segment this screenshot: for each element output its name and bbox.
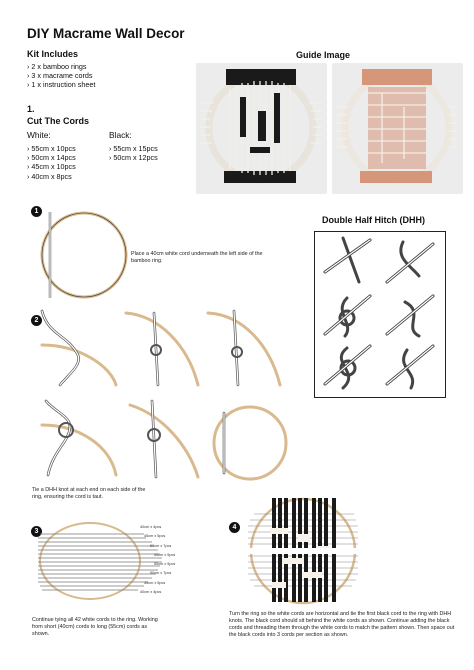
cut-heading: Cut The Cords <box>27 116 89 126</box>
guide-photo-pink <box>332 63 463 194</box>
white-item: › 50cm x 14pcs <box>27 153 76 163</box>
white-item: › 40cm x 8pcs <box>27 171 72 181</box>
step4-number: 4 <box>229 522 240 533</box>
kit-list <box>27 62 95 90</box>
guide-heading: Guide Image <box>296 50 351 60</box>
cord-label: 55cm x 5pcs <box>154 552 176 557</box>
page-title: DIY Macrame Wall Decor <box>27 26 185 41</box>
step1-text: Place a 40cm white cord underneath the left side of the bamboo ring. <box>131 251 263 264</box>
kit-item: › 1 x instruction sheet <box>27 80 96 90</box>
cut-step-number: 1. <box>27 104 35 114</box>
cord-label: 45cm x 5pcs <box>144 534 166 539</box>
guide-photo-black <box>196 63 327 194</box>
cord-label: 40cm x 4pcs <box>140 590 162 595</box>
white-list <box>27 144 76 181</box>
cord-label: 40cm x 4pcs <box>140 525 162 529</box>
cord-label: 55cm x 5pcs <box>154 562 176 567</box>
step1-illustration <box>36 208 136 302</box>
dhh-diagram <box>314 231 446 398</box>
step2-number: 2 <box>31 315 42 326</box>
white-item: › 55cm x 10pcs <box>27 144 76 153</box>
cord-label: 45cm x 5pcs <box>144 580 166 585</box>
step4-text: Turn the ring so the white cords are horizontal and tie the first black cord to the ring with DHH knots. The black cord should sit behind the white cords as shown. Continue adding the black cords and threading them through the white cords to match the pattern shown. Then space out the black cords into 3 cords per section as shown. <box>229 611 455 638</box>
step3-number: 3 <box>31 526 42 537</box>
kit-item: › 2 x bamboo rings <box>27 62 87 71</box>
kit-item: › 3 x macrame cords <box>27 71 93 81</box>
step2-text: Tie a DHH knot at each end on each side of the ring, ensuring the cord is taut. <box>32 487 146 500</box>
cord-label: 50cm x 7pcs <box>150 543 172 548</box>
black-label: Black: <box>109 130 132 140</box>
cord-label: 50cm x 7pcs <box>150 571 172 576</box>
step3-text: Continue tying all 42 white cords to the ring. Working from short (40cm) cords to long (55cm) cords as shown. <box>32 617 158 637</box>
step1-number: 1 <box>31 206 42 217</box>
black-list <box>109 144 158 162</box>
kit-heading: Kit Includes <box>27 49 79 59</box>
step3-cord-labels <box>138 523 175 597</box>
black-item: › 55cm x 15pcs <box>109 144 158 153</box>
dhh-heading: Double Half Hitch (DHH) <box>322 215 425 225</box>
step4-illustration <box>242 494 364 609</box>
white-label: White: <box>27 130 51 140</box>
black-item: › 50cm x 12pcs <box>109 153 158 163</box>
step2-illustration <box>38 305 288 485</box>
white-item: › 45cm x 10pcs <box>27 162 76 172</box>
